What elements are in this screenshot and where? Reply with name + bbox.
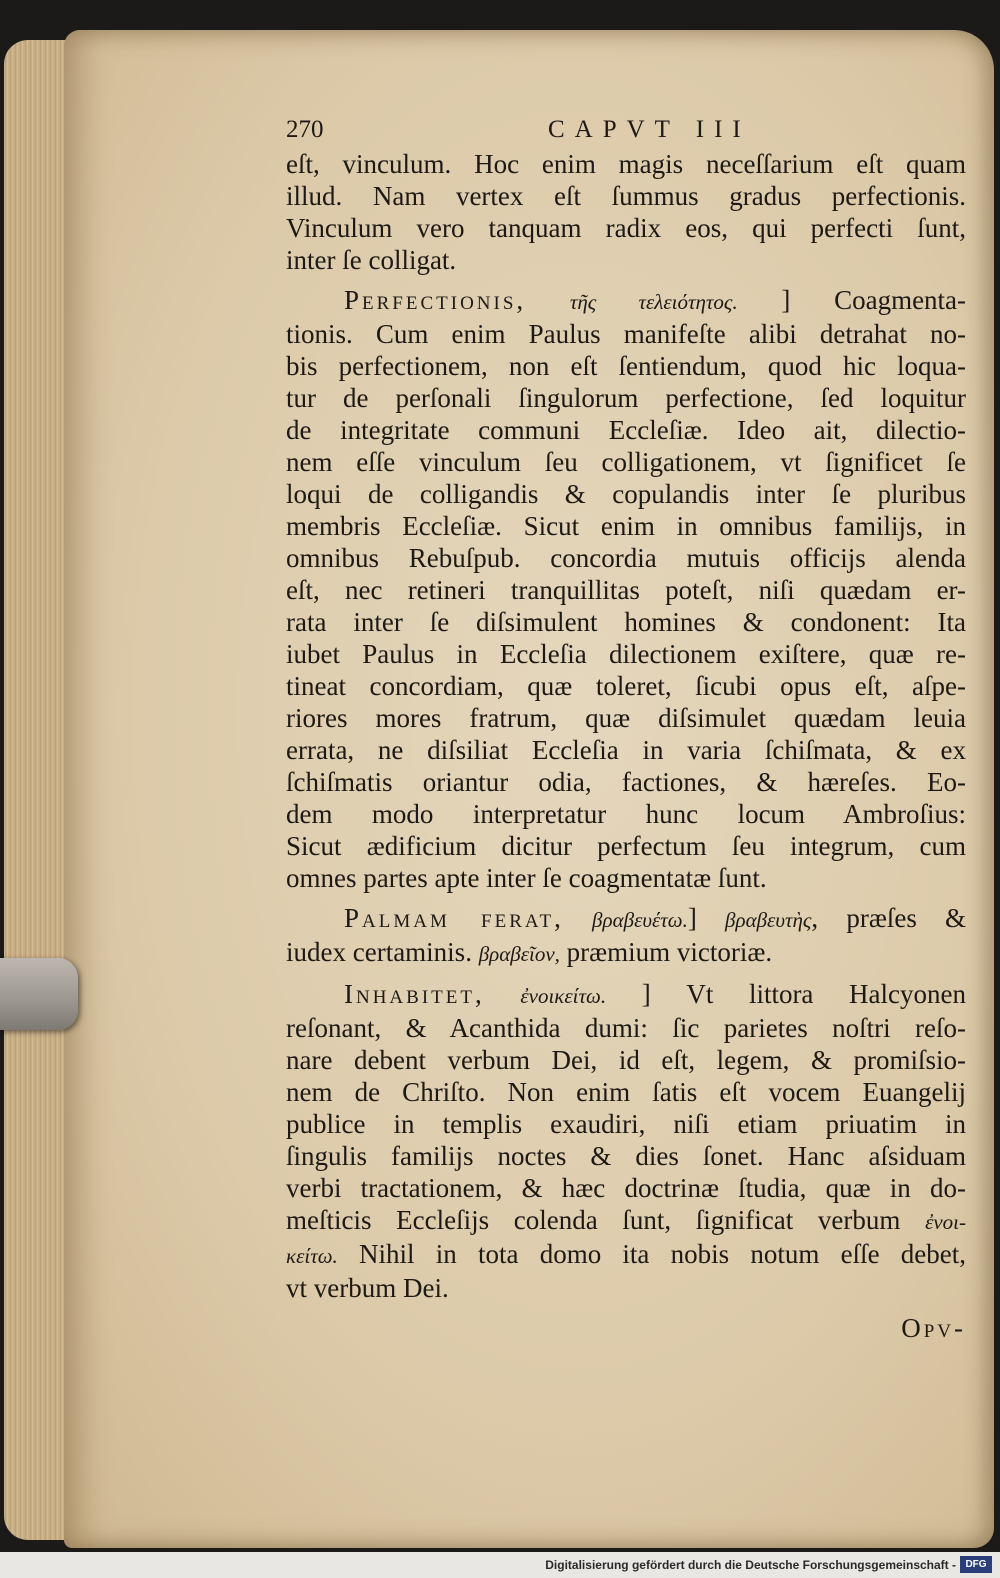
greek-term: ἐνοι- (925, 1210, 967, 1234)
text-segment: , præſes & (811, 903, 967, 933)
text-line: ſchiſmatis oriantur odia, factiones, & hæreſes. Eo- (286, 767, 966, 797)
page-text (286, 108, 966, 1344)
text-line (286, 1238, 966, 1272)
text-line: tineat concordiam, quæ toleret, ſicubi opus eſt, aſpe- (286, 671, 966, 701)
text-line: reſonant, & Acanthida dumi: ſic parietes noſtri reſo- (286, 1013, 966, 1043)
text-line: iubet Paulus in Eccleſia dilectionem exiſtere, quæ re- (286, 639, 966, 669)
text-line: tur de perſonali ſingulorum perfectione, ſed loquitur (286, 383, 966, 413)
text-line: de integritate communi Eccleſiæ. Ideo ait, dilectio- (286, 415, 966, 445)
text-line: nem de Chriſto. Non enim ſatis eſt vocem Euangelij (286, 1077, 966, 1107)
text-line: eſt, vinculum. Hoc enim magis neceſſarium eſt quam (286, 149, 966, 179)
greek-term: βραβευέτω. (592, 908, 688, 932)
dfg-logo: DFG (960, 1556, 992, 1573)
text-line (286, 978, 966, 1012)
text-line: verbi tractationem, & hæc doctrinæ ſtudia, quæ in do- (286, 1173, 966, 1203)
text-line: nare debent verbum Dei, id eſt, legem, & promiſsio- (286, 1045, 966, 1075)
greek-term: τῆς τελειότητος. (569, 290, 738, 314)
text-segment: ] Coagmenta- (781, 285, 967, 315)
text-line: loqui de colligandis & copulandis inter ſe pluribus (286, 479, 966, 509)
greek-term: βραβεῖον, (478, 942, 560, 966)
footer-bar (0, 1552, 1000, 1578)
text-segment: Nihil in tota domo ita nobis notum eſſe debet, (359, 1239, 967, 1269)
greek-term: βραβευτὴς (725, 908, 812, 932)
page-header (286, 108, 966, 148)
text-line: nem eſſe vinculum ſeu colligationem, vt ſignificet ſe (286, 447, 966, 477)
text-segment: meſticis Eccleſijs colenda ſunt, ſignificat verbum (286, 1205, 901, 1235)
text-line: vt verbum Dei. (286, 1273, 449, 1303)
paragraph-2 (286, 284, 966, 894)
text-line: omnibus Rebuſpub. concordia mutuis officijs alenda (286, 543, 966, 573)
text-line: tionis. Cum enim Paulus manifeſte alibi detrahat no- (286, 319, 966, 349)
catchword: Opv- (901, 1313, 966, 1343)
text-line: dem modo interpretatur hunc locum Ambroſius: (286, 799, 966, 829)
text-segment: ] Vt littora Halcyonen (641, 979, 966, 1009)
text-line: inter ſe colligat. (286, 245, 457, 275)
lemma: Perfectionis, (344, 285, 527, 315)
text-line (286, 1204, 966, 1238)
text-line: riores mores fratrum, quæ diſsimulet quædam leuia (286, 703, 966, 733)
paragraph-1 (286, 148, 966, 276)
text-line (286, 936, 966, 970)
text-segment: iudex certaminis. (286, 937, 472, 967)
folio-number: 270 (286, 116, 324, 143)
text-line: rata inter ſe diſsimulent homines & condonent: Ita (286, 607, 966, 637)
text-line: membris Eccleſiæ. Sicut enim in omnibus familijs, in (286, 511, 966, 541)
running-head: CAPVT III (548, 116, 751, 143)
text-segment: præmium victoriæ. (566, 937, 773, 967)
text-line: Sicut ædificium dicitur perfectum ſeu integrum, cum (286, 831, 966, 861)
text-line: bis perfectionem, non eſt ſentiendum, quod hic loqua- (286, 351, 966, 381)
text-line: eſt, nec retineri tranquillitas poteſt, niſi quædam er- (286, 575, 966, 605)
text-line: illud. Nam vertex eſt ſummus gradus perfectionis. (286, 181, 966, 211)
text-line (286, 284, 966, 318)
text-line: errata, ne diſsiliat Eccleſia in varia ſchiſmata, & ex (286, 735, 966, 765)
text-line: Palmam ferat, βραβευέτω.] βραβευτὴς, præſes & (344, 903, 967, 933)
footer-credit: Digitalisierung gefördert durch die Deutsche Forschungsgemeinschaft - (545, 1558, 956, 1572)
lemma: Inhabitet, (344, 979, 485, 1009)
greek-term: κείτω. (286, 1244, 338, 1268)
paragraph-3 (286, 902, 966, 970)
page-clip (0, 958, 78, 1030)
paragraph-4 (286, 978, 966, 1304)
text-line: Vinculum vero tanquam radix eos, qui perfecti ſunt, (286, 213, 966, 243)
text-line: publice in templis exaudiri, niſi etiam priuatim in (286, 1109, 966, 1139)
lemma: Palmam ferat, (344, 903, 564, 933)
greek-term: ἐνοικείτω. (520, 984, 607, 1008)
text-line: ſingulis familijs noctes & dies ſonet. Hanc aſsiduam (286, 1141, 966, 1171)
text-line: omnes partes apte inter ſe coagmentatæ ſunt. (286, 863, 767, 893)
